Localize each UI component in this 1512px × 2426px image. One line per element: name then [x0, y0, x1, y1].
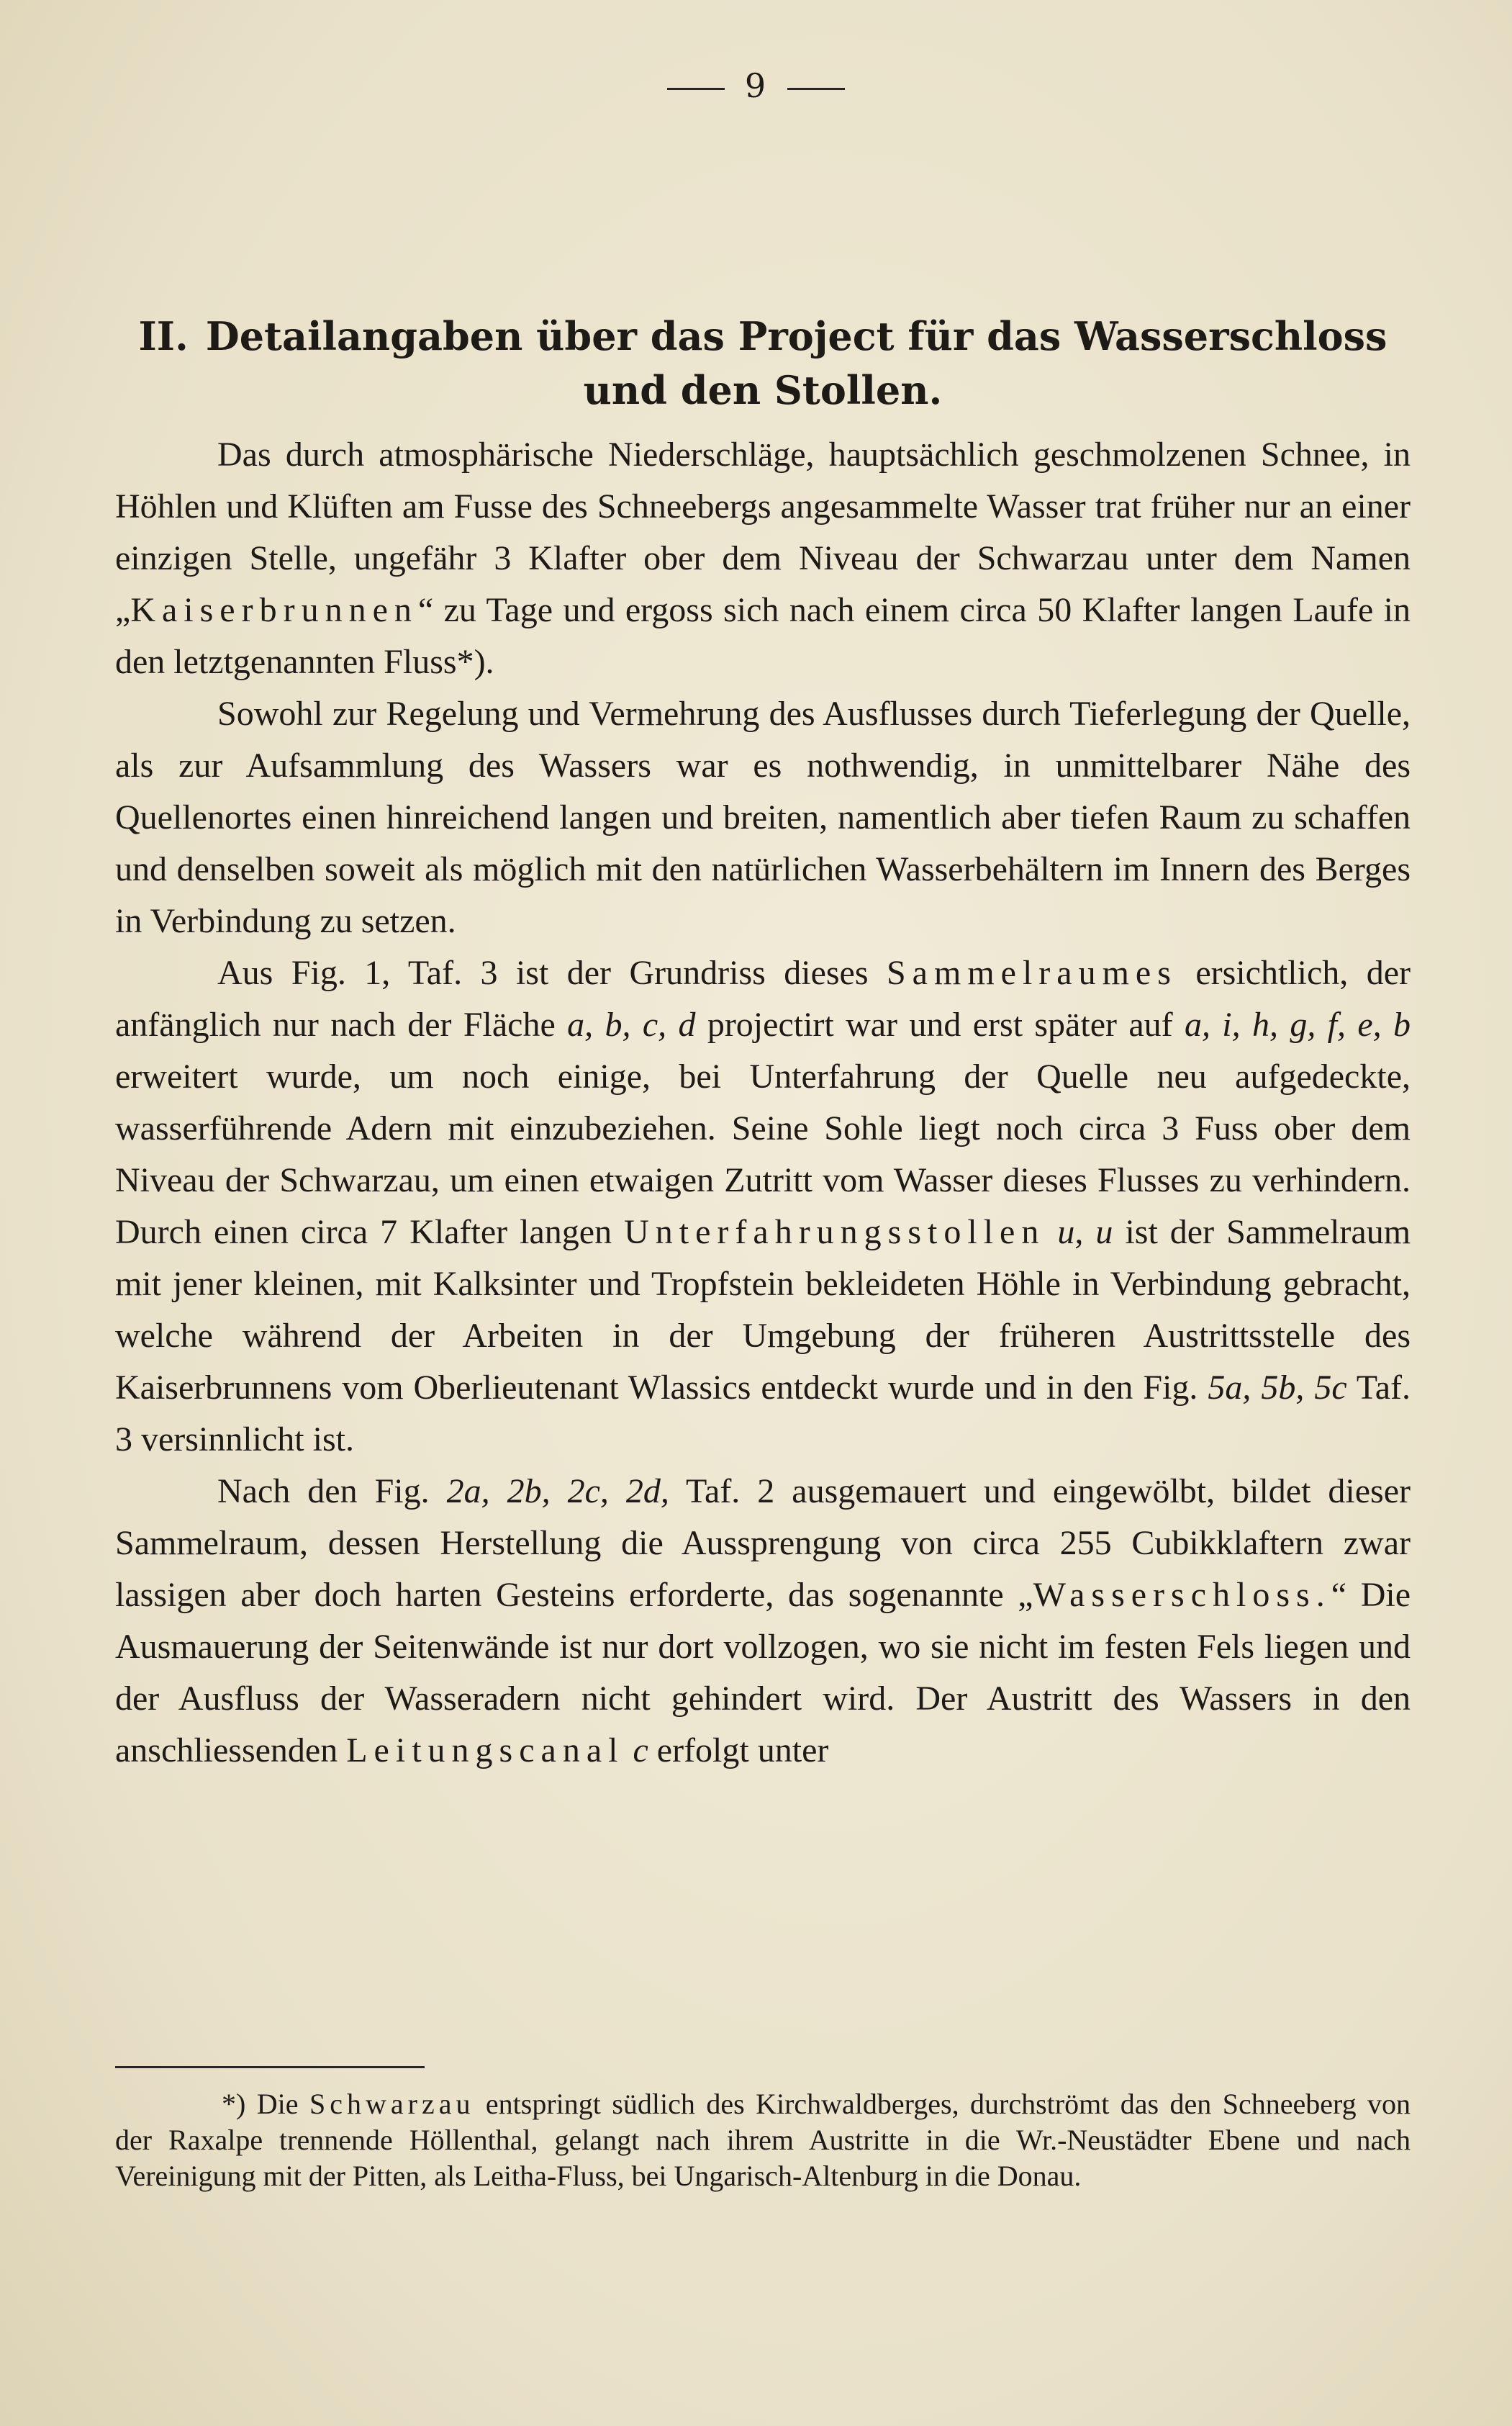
footnote: *) Die Schwarzau entspringt südlich des Kirchwaldberges, durchströmt das den Schneeberg von der Raxalpe trennende Höllenthal, gelangt nach ihrem Austritte in die Wr.-Neustädter Ebene und nach Vereinigung mit der Pitten, als Leitha-Fluss, bei Ungarisch-Altenburg in die Donau.	[115, 2088, 1411, 2192]
main-text	[115, 310, 1411, 1777]
section-title: Detailangaben über das Project für das Wasserschloss und den Stollen.	[205, 313, 1387, 413]
section-heading	[115, 310, 1411, 418]
paragraph-2: Sowohl zur Regelung und Vermehrung des Ausflusses durch Tieferlegung der Quelle, als zur Aufsammlung des Wassers war es nothwendig, in unmittelbarer Nähe des Quellenortes einen hinreichend langen und breiten, namentlich aber tiefen Raum zu schaffen und denselben soweit als möglich mit den natürlichen Wasserbehältern im Innern des Berges in Verbindung zu setzen.	[115, 695, 1411, 940]
page-number: 9	[0, 66, 1512, 105]
paragraph-4: Nach den Fig. 2a, 2b, 2c, 2d, Taf. 2 ausgemauert und eingewölbt, bildet dieser Sammelraum, dessen Herstellung die Aussprengung von circa 255 Cubikklaftern zwar lassigen aber doch harten Gesteins erforderte, das sogenannte „Wasserschloss.“ Die Ausmauerung der Seitenwände ist nur dort vollzogen, wo sie nicht im festen Fels liegen und der Ausfluss der Wasseradern nicht gehindert wird. Der Austritt des Wassers in den anschliessenden Leitungscanal c erfolgt unter	[115, 1472, 1411, 1769]
paragraph-3: Aus Fig. 1, Taf. 3 ist der Grundriss dieses Sammelraumes ersichtlich, der anfänglich nur nach der Fläche a, b, c, d projectirt war und erst später auf a, i, h, g, f, e, b erweitert wurde, um noch einige, bei Unterfahrung der Quelle neu aufgedeckte, wasserführende Adern mit einzubeziehen. Seine Sohle liegt noch circa 3 Fuss ober dem Niveau der Schwarzau, um einen etwaigen Zutritt vom Wasser dieses Flusses zu verhindern. Durch einen circa 7 Klafter langen Unterfahrungsstollen u, u ist der Sammelraum mit jener kleinen, mit Kalksinter und Tropfstein bekleideten Höhle in Verbindung gebracht, welche während der Arbeiten in der Umgebung der früheren Austrittsstelle des Kaiserbrunnens vom Oberlieutenant Wlassics entdeckt wurde und in den Fig. 5a, 5b, 5c Taf. 3 versinnlicht ist.	[115, 954, 1411, 1458]
paragraph-1: Das durch atmosphärische Niederschläge, hauptsächlich geschmolzenen Schnee, in Höhlen und Klüften am Fusse des Schneebergs angesammelte Wasser trat früher nur an einer einzigen Stelle, ungefähr 3 Klafter ober dem Niveau der Schwarzau unter dem Namen „Kaiserbrunnen“ zu Tage und ergoss sich nach einem circa 50 Klafter langen Laufe in den letztgenannten Fluss*).	[115, 436, 1411, 681]
footnote-mark: *)	[222, 2088, 246, 2120]
dash-right	[787, 88, 845, 90]
footnote-rule	[115, 2066, 425, 2068]
dash-left	[667, 88, 725, 90]
section-numeral: II.	[138, 313, 189, 359]
